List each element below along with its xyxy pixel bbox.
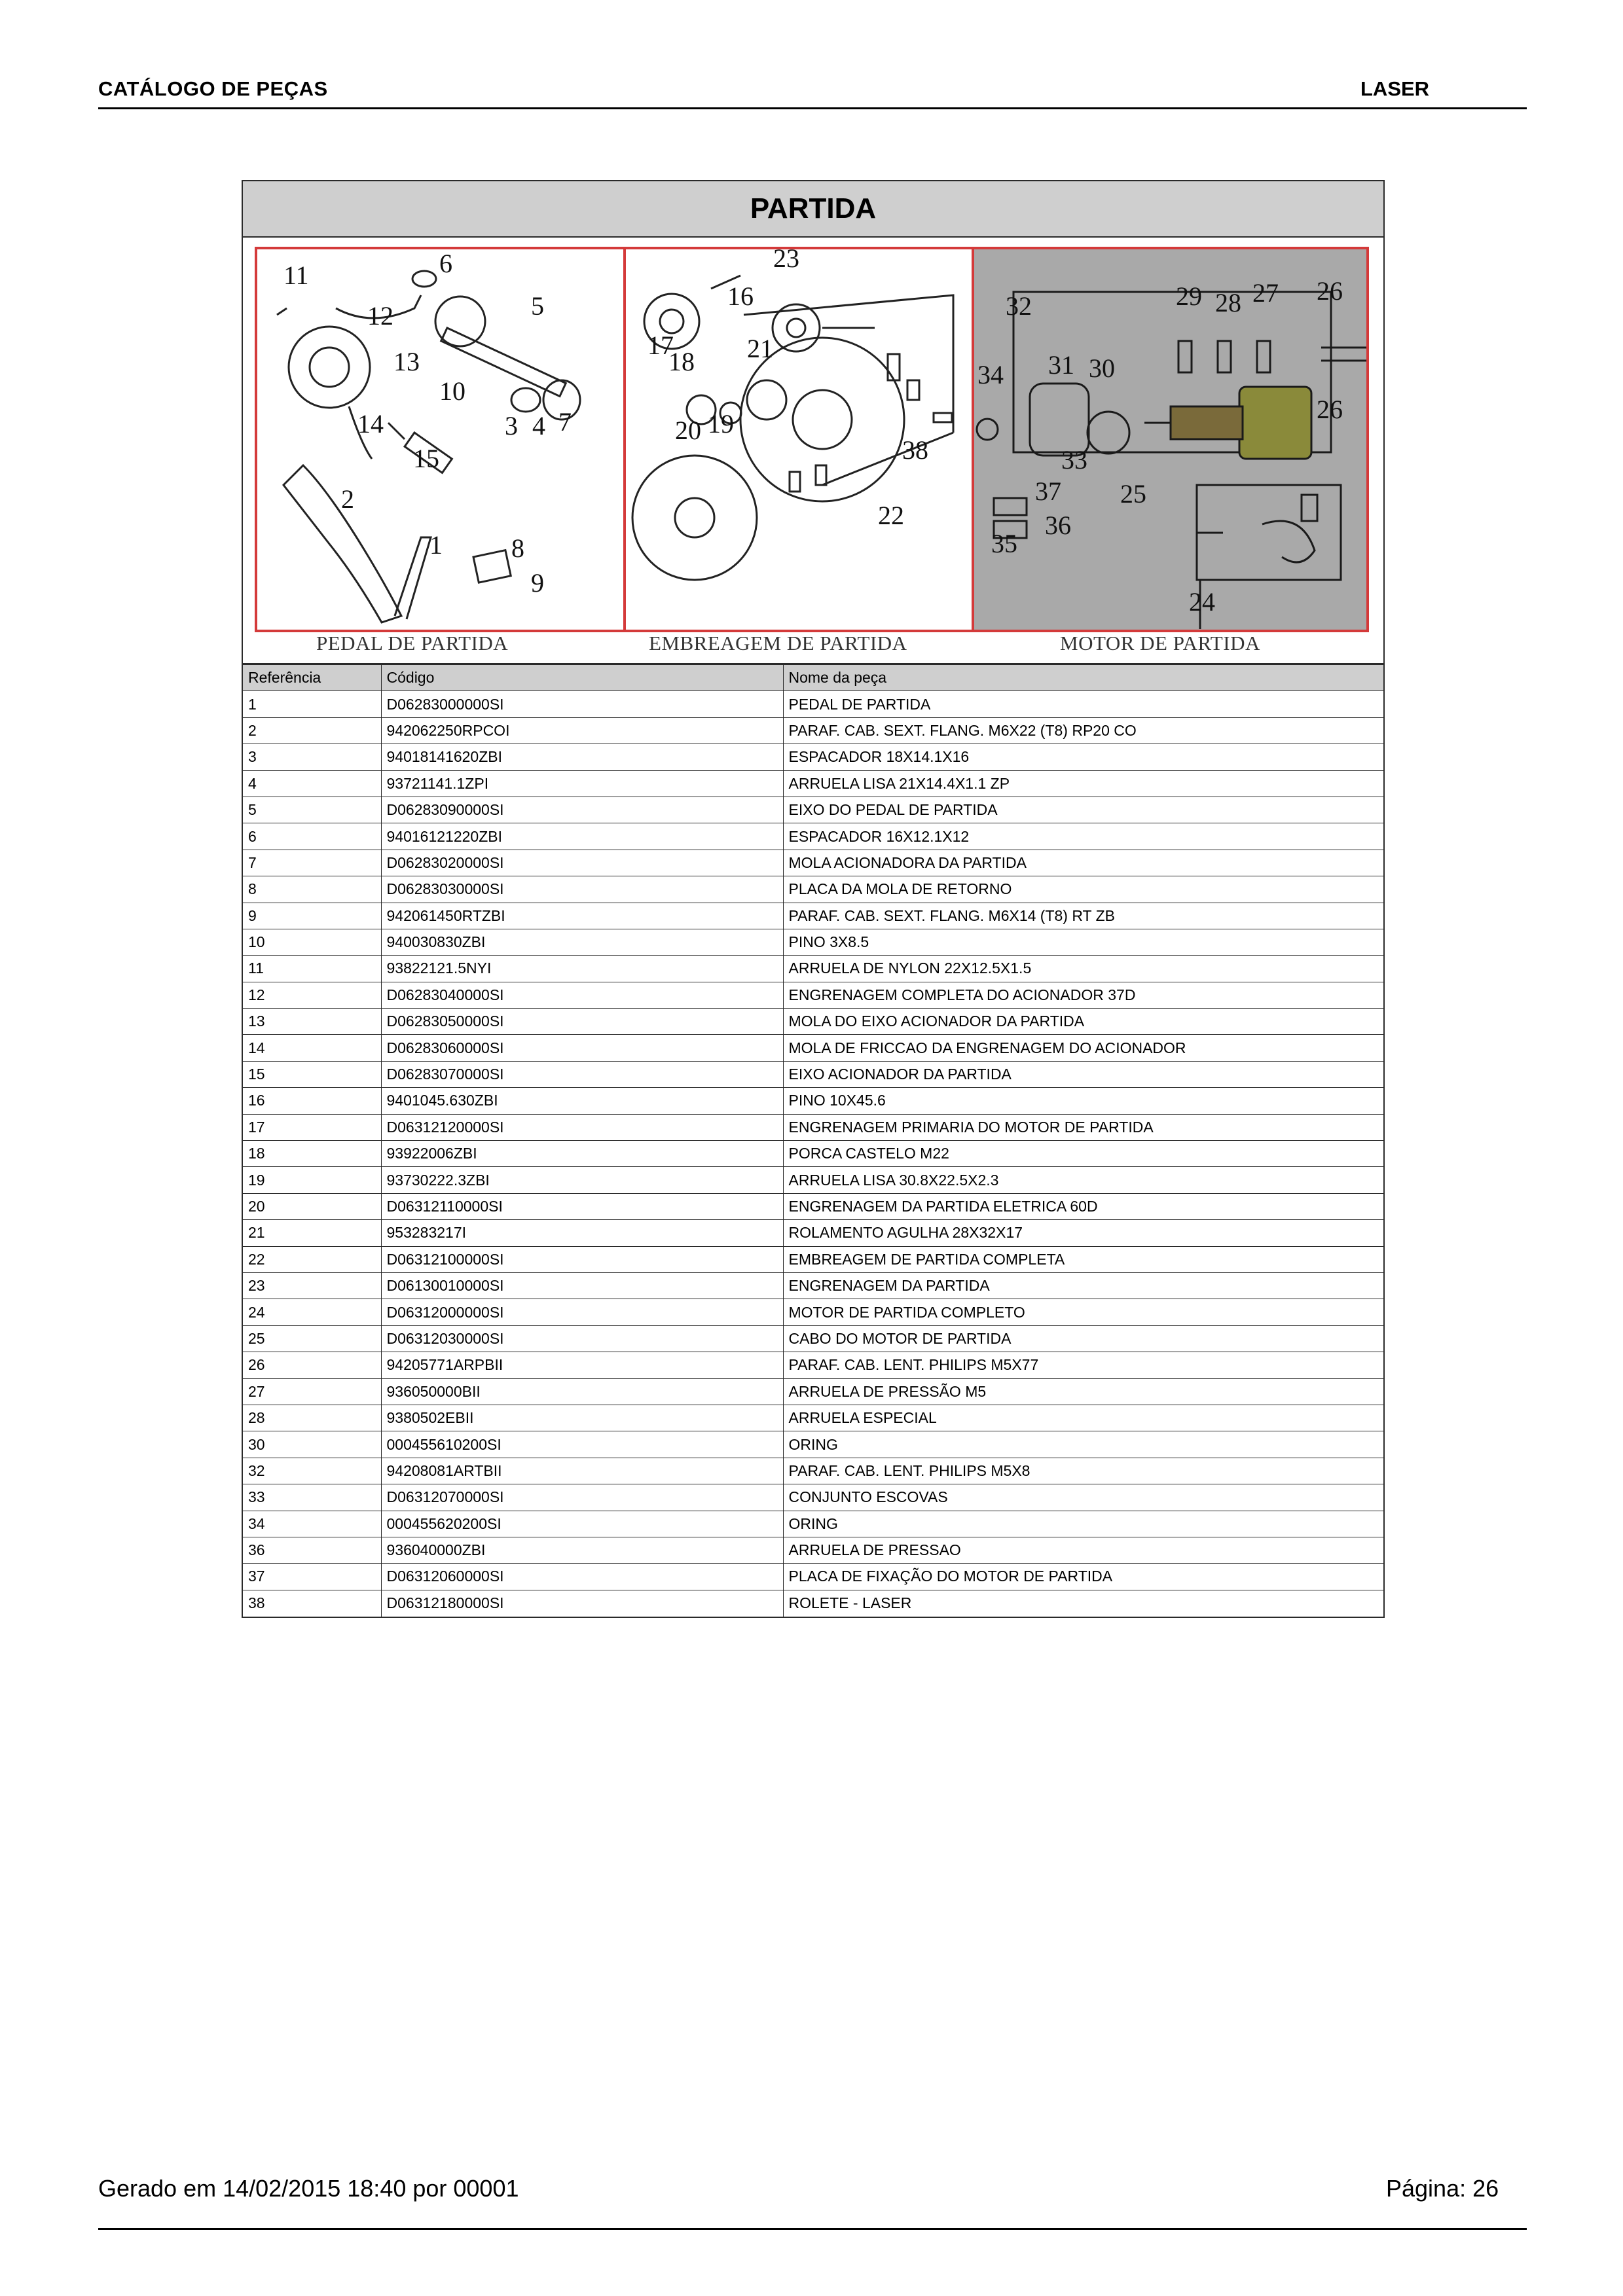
table-row: [243, 744, 1383, 770]
cell-codigo: 93822121.5NYI: [381, 956, 783, 982]
callout-label: 24: [1189, 587, 1215, 617]
cell-codigo: 000455620200SI: [381, 1511, 783, 1537]
table-row: [243, 1272, 1383, 1299]
parts-section: [242, 180, 1385, 1618]
cell-referencia: 33: [243, 1484, 381, 1511]
table-row: [243, 1246, 1383, 1272]
col-codigo: Código: [381, 665, 783, 691]
cell-referencia: 25: [243, 1325, 381, 1352]
cell-referencia: 26: [243, 1352, 381, 1378]
cell-referencia: 16: [243, 1088, 381, 1114]
callout-label: 33: [1061, 445, 1087, 475]
callout-label: 32: [1006, 291, 1032, 321]
table-row: [243, 1193, 1383, 1219]
callout-label: 29: [1176, 281, 1202, 311]
pedal-diagram: [255, 247, 626, 632]
cell-referencia: 11: [243, 956, 381, 982]
cell-nome: CABO DO MOTOR DE PARTIDA: [783, 1325, 1383, 1352]
table-row: [243, 1378, 1383, 1405]
cell-referencia: 10: [243, 929, 381, 955]
cell-codigo: D06312180000SI: [381, 1590, 783, 1616]
section-title: PARTIDA: [243, 181, 1383, 238]
cell-codigo: 942061450RTZBI: [381, 903, 783, 929]
cell-referencia: 12: [243, 982, 381, 1008]
cell-codigo: D06283070000SI: [381, 1061, 783, 1087]
cell-referencia: 1: [243, 691, 381, 717]
callout-label: 14: [357, 409, 384, 439]
callout-label: 9: [531, 568, 544, 598]
cell-referencia: 23: [243, 1272, 381, 1299]
parts-table: [243, 664, 1383, 1617]
table-row: [243, 1299, 1383, 1325]
callout-label: 11: [283, 260, 309, 290]
footer-divider: [98, 2228, 1527, 2230]
cell-nome: EIXO ACIONADOR DA PARTIDA: [783, 1061, 1383, 1087]
cell-codigo: 94208081ARTBII: [381, 1458, 783, 1484]
callout-label: 27: [1252, 278, 1279, 308]
cell-referencia: 5: [243, 797, 381, 823]
callout-label: 34: [977, 360, 1004, 389]
exploded-view-figure: [243, 238, 1383, 664]
callout-label: 28: [1215, 288, 1241, 317]
callout-label: 35: [991, 529, 1017, 558]
cell-nome: ENGRENAGEM PRIMARIA DO MOTOR DE PARTIDA: [783, 1114, 1383, 1140]
cell-referencia: 37: [243, 1564, 381, 1590]
table-row: [243, 929, 1383, 955]
cell-referencia: 22: [243, 1246, 381, 1272]
callout-label: 38: [902, 435, 928, 465]
cell-referencia: 3: [243, 744, 381, 770]
cell-referencia: 17: [243, 1114, 381, 1140]
cell-nome: EIXO DO PEDAL DE PARTIDA: [783, 797, 1383, 823]
cell-referencia: 34: [243, 1511, 381, 1537]
table-row: [243, 1590, 1383, 1616]
cell-codigo: D06130010000SI: [381, 1272, 783, 1299]
callout-label: 31: [1048, 350, 1074, 380]
cell-codigo: 940030830ZBI: [381, 929, 783, 955]
cell-codigo: 942062250RPCOI: [381, 717, 783, 744]
cell-nome: ARRUELA DE NYLON 22X12.5X1.5: [783, 956, 1383, 982]
cell-codigo: 93922006ZBI: [381, 1141, 783, 1167]
callout-label: 12: [367, 301, 393, 331]
cell-codigo: D06283060000SI: [381, 1035, 783, 1061]
table-row: [243, 1009, 1383, 1035]
callout-label: 17: [647, 331, 674, 360]
cell-codigo: 9380502EBII: [381, 1405, 783, 1431]
cell-nome: ORING: [783, 1431, 1383, 1458]
motor-drawing: [974, 249, 1369, 632]
table-row: [243, 903, 1383, 929]
cell-codigo: D06312030000SI: [381, 1325, 783, 1352]
table-row: [243, 982, 1383, 1008]
cell-nome: ESPACADOR 16X12.1X12: [783, 823, 1383, 850]
cell-codigo: 953283217I: [381, 1220, 783, 1246]
cell-referencia: 4: [243, 770, 381, 797]
table-row: [243, 1537, 1383, 1563]
callout-label: 26: [1317, 395, 1343, 424]
table-row: [243, 1458, 1383, 1484]
cell-codigo: 93721141.1ZPI: [381, 770, 783, 797]
cell-nome: PLACA DA MOLA DE RETORNO: [783, 876, 1383, 903]
cell-codigo: D06283030000SI: [381, 876, 783, 903]
table-row: [243, 1114, 1383, 1140]
cell-nome: PINO 10X45.6: [783, 1088, 1383, 1114]
cell-nome: MOLA DO EIXO ACIONADOR DA PARTIDA: [783, 1009, 1383, 1035]
motor-diagram: [974, 247, 1369, 632]
cell-codigo: 94016121220ZBI: [381, 823, 783, 850]
cell-referencia: 36: [243, 1537, 381, 1563]
cell-nome: PEDAL DE PARTIDA: [783, 691, 1383, 717]
callout-label: 20: [675, 416, 701, 445]
callout-label: 4: [532, 411, 545, 440]
header-divider: [98, 107, 1527, 109]
callout-label: 2: [341, 484, 354, 514]
cell-codigo: D06312000000SI: [381, 1299, 783, 1325]
cell-referencia: 13: [243, 1009, 381, 1035]
callout-label: 18: [668, 347, 695, 376]
cell-codigo: 9401045.630ZBI: [381, 1088, 783, 1114]
table-row: [243, 876, 1383, 903]
table-row: [243, 1352, 1383, 1378]
cell-referencia: 6: [243, 823, 381, 850]
cell-referencia: 15: [243, 1061, 381, 1087]
table-row: [243, 1220, 1383, 1246]
cell-codigo: 94205771ARPBII: [381, 1352, 783, 1378]
cell-nome: ROLAMENTO AGULHA 28X32X17: [783, 1220, 1383, 1246]
cell-nome: ORING: [783, 1511, 1383, 1537]
callout-label: 10: [439, 376, 465, 406]
cell-codigo: 936040000ZBI: [381, 1537, 783, 1563]
table-row: [243, 1511, 1383, 1537]
callout-label: 16: [727, 281, 754, 311]
table-row: [243, 1088, 1383, 1114]
table-row: [243, 956, 1383, 982]
cell-nome: ESPACADOR 18X14.1X16: [783, 744, 1383, 770]
cell-codigo: D06283090000SI: [381, 797, 783, 823]
cell-referencia: 19: [243, 1167, 381, 1193]
cell-referencia: 8: [243, 876, 381, 903]
table-row: [243, 797, 1383, 823]
cell-codigo: D06312070000SI: [381, 1484, 783, 1511]
cell-codigo: D06283040000SI: [381, 982, 783, 1008]
callout-label: 25: [1120, 479, 1146, 509]
cell-referencia: 30: [243, 1431, 381, 1458]
cell-nome: CONJUNTO ESCOVAS: [783, 1484, 1383, 1511]
catalog-title: CATÁLOGO DE PEÇAS: [98, 77, 328, 100]
cell-nome: ARRUELA DE PRESSÃO M5: [783, 1378, 1383, 1405]
callout-label: 7: [558, 407, 572, 437]
cell-nome: ENGRENAGEM DA PARTIDA: [783, 1272, 1383, 1299]
table-row: [243, 1431, 1383, 1458]
cell-referencia: 14: [243, 1035, 381, 1061]
callout-label: 3: [505, 411, 518, 440]
cell-nome: ARRUELA LISA 30.8X22.5X2.3: [783, 1167, 1383, 1193]
cell-nome: ARRUELA ESPECIAL: [783, 1405, 1383, 1431]
cell-nome: PINO 3X8.5: [783, 929, 1383, 955]
callout-label: 6: [439, 249, 452, 278]
generated-info: Gerado em 14/02/2015 18:40 por 00001: [98, 2175, 519, 2202]
callout-label: 22: [878, 501, 904, 530]
cell-nome: MOLA ACIONADORA DA PARTIDA: [783, 850, 1383, 876]
table-row: [243, 1061, 1383, 1087]
cell-nome: PORCA CASTELO M22: [783, 1141, 1383, 1167]
parts-table-body: [243, 691, 1383, 1617]
cell-nome: ROLETE - LASER: [783, 1590, 1383, 1616]
cell-referencia: 38: [243, 1590, 381, 1616]
table-row: [243, 1484, 1383, 1511]
cell-codigo: D06312110000SI: [381, 1193, 783, 1219]
cell-codigo: D06312060000SI: [381, 1564, 783, 1590]
cell-referencia: 32: [243, 1458, 381, 1484]
cell-nome: PARAF. CAB. LENT. PHILIPS M5X8: [783, 1458, 1383, 1484]
cell-nome: ARRUELA LISA 21X14.4X1.1 ZP: [783, 770, 1383, 797]
cell-nome: PARAF. CAB. LENT. PHILIPS M5X77: [783, 1352, 1383, 1378]
cell-referencia: 20: [243, 1193, 381, 1219]
cell-nome: PARAF. CAB. SEXT. FLANG. M6X14 (T8) RT ZB: [783, 903, 1383, 929]
table-row: [243, 1405, 1383, 1431]
col-referencia: Referência: [243, 665, 381, 691]
cell-nome: MOLA DE FRICCAO DA ENGRENAGEM DO ACIONADOR: [783, 1035, 1383, 1061]
cell-codigo: D06312100000SI: [381, 1246, 783, 1272]
table-row: [243, 717, 1383, 744]
cell-codigo: D06283020000SI: [381, 850, 783, 876]
table-row: [243, 1167, 1383, 1193]
callout-label: 30: [1089, 353, 1115, 383]
callout-label: 8: [511, 533, 524, 563]
cell-codigo: D06283000000SI: [381, 691, 783, 717]
cell-referencia: 2: [243, 717, 381, 744]
callout-label: 19: [708, 409, 734, 439]
table-row: [243, 850, 1383, 876]
cell-referencia: 18: [243, 1141, 381, 1167]
cell-nome: EMBREAGEM DE PARTIDA COMPLETA: [783, 1246, 1383, 1272]
cell-nome: PARAF. CAB. SEXT. FLANG. M6X22 (T8) RP20 CO: [783, 717, 1383, 744]
col-nome: Nome da peça: [783, 665, 1383, 691]
caption-motor: MOTOR DE PARTIDA: [1060, 632, 1260, 655]
cell-nome: ARRUELA DE PRESSAO: [783, 1537, 1383, 1563]
page-number: Página: 26: [1386, 2175, 1499, 2202]
cell-referencia: 7: [243, 850, 381, 876]
table-row: [243, 691, 1383, 717]
cell-referencia: 21: [243, 1220, 381, 1246]
callout-label: 36: [1045, 511, 1071, 540]
cell-codigo: 936050000BII: [381, 1378, 783, 1405]
model-name: LASER: [1360, 77, 1430, 100]
cell-referencia: 28: [243, 1405, 381, 1431]
callout-label: 1: [429, 530, 443, 560]
cell-nome: PLACA DE FIXAÇÃO DO MOTOR DE PARTIDA: [783, 1564, 1383, 1590]
cell-referencia: 9: [243, 903, 381, 929]
cell-nome: ENGRENAGEM COMPLETA DO ACIONADOR 37D: [783, 982, 1383, 1008]
callout-label: 5: [531, 291, 544, 321]
table-row: [243, 823, 1383, 850]
callout-label: 26: [1317, 276, 1343, 306]
cell-referencia: 27: [243, 1378, 381, 1405]
cell-nome: MOTOR DE PARTIDA COMPLETO: [783, 1299, 1383, 1325]
pedal-drawing: [257, 249, 626, 632]
callout-label: 15: [413, 444, 439, 473]
callout-label: 23: [773, 243, 799, 273]
table-row: [243, 770, 1383, 797]
callout-label: 13: [393, 347, 420, 376]
table-row: [243, 1564, 1383, 1590]
cell-referencia: 24: [243, 1299, 381, 1325]
cell-codigo: D06283050000SI: [381, 1009, 783, 1035]
caption-embreagem: EMBREAGEM DE PARTIDA: [649, 632, 907, 655]
table-header-row: [243, 665, 1383, 691]
caption-pedal: PEDAL DE PARTIDA: [316, 632, 509, 655]
cell-nome: ENGRENAGEM DA PARTIDA ELETRICA 60D: [783, 1193, 1383, 1219]
table-row: [243, 1035, 1383, 1061]
callout-label: 37: [1035, 476, 1061, 506]
table-row: [243, 1141, 1383, 1167]
callout-label: 21: [747, 334, 773, 363]
cell-codigo: 94018141620ZBI: [381, 744, 783, 770]
cell-codigo: 000455610200SI: [381, 1431, 783, 1458]
cell-codigo: 93730222.3ZBI: [381, 1167, 783, 1193]
cell-codigo: D06312120000SI: [381, 1114, 783, 1140]
table-row: [243, 1325, 1383, 1352]
